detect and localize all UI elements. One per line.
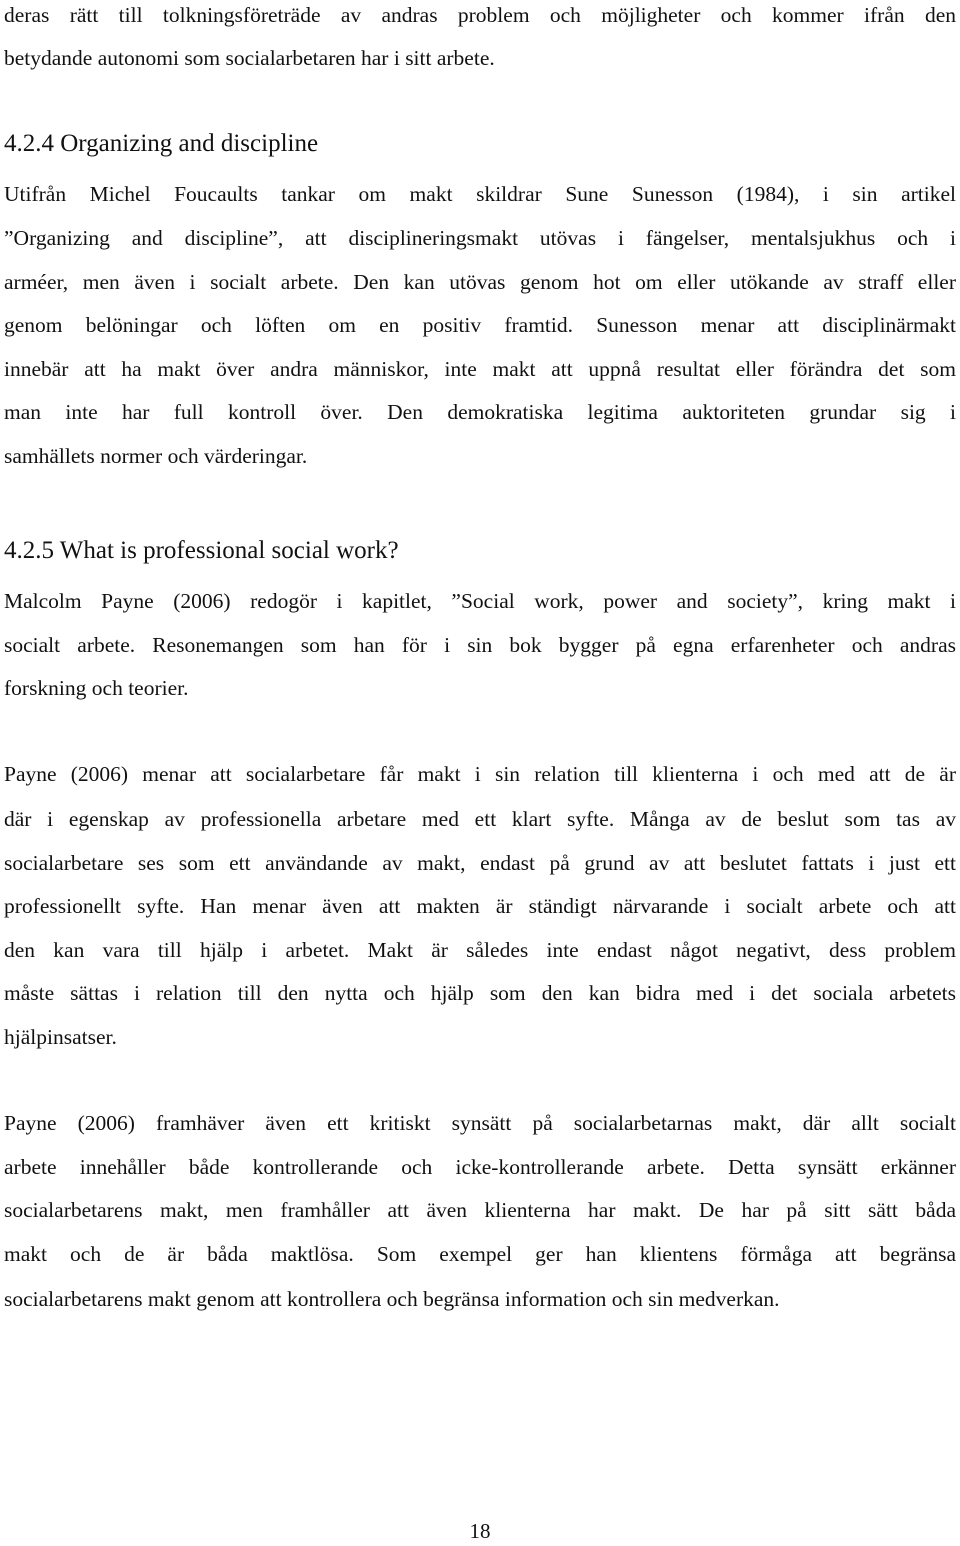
body-text-line: socialt arbete. Resonemangen som han för i sin bok bygger på egna erfarenheter och andras xyxy=(4,633,956,657)
body-text-line: Payne (2006) framhäver även ett kritiskt synsätt på socialarbetarnas makt, där allt socialt xyxy=(4,1111,956,1135)
section-heading: 4.2.5 What is professional social work? xyxy=(4,537,399,564)
body-text-line: forskning och teorier. xyxy=(4,676,189,700)
body-text-line: innebär att ha makt över andra människor, inte makt att uppnå resultat eller förändra det som xyxy=(4,357,956,381)
body-text-line: socialarbetarens makt, men framhåller att även klienterna har makt. De har på sitt sätt båda xyxy=(4,1198,956,1222)
body-text-line: professionellt syfte. Han menar även att makten är ständigt närvarande i socialt arbete och att xyxy=(4,894,956,918)
body-text-line: makt och de är båda maktlösa. Som exempel ger han klientens förmåga att begränsa xyxy=(4,1242,956,1266)
body-text-line: deras rätt till tolkningsföreträde av andras problem och möjligheter och kommer ifrån den xyxy=(4,3,956,27)
body-text-line: Utifrån Michel Foucaults tankar om makt skildrar Sune Sunesson (1984), i sin artikel xyxy=(4,182,956,206)
body-text-line: socialarbetare ses som ett användande av makt, endast på grund av att beslutet fattats i just ett xyxy=(4,851,956,875)
body-text-line: socialarbetarens makt genom att kontrollera och begränsa information och sin medverkan. xyxy=(4,1287,780,1311)
body-text-line: arméer, men även i socialt arbete. Den kan utövas genom hot om eller utökande av straff eller xyxy=(4,270,956,294)
document-page xyxy=(4,0,956,1541)
section-heading: 4.2.4 Organizing and discipline xyxy=(4,130,319,157)
body-text-line: Payne (2006) menar att socialarbetare får makt i sin relation till klienterna i och med att de är xyxy=(4,762,956,786)
page-number: 18 xyxy=(469,1519,491,1543)
body-text-line: måste sättas i relation till den nytta och hjälp som den kan bidra med i det sociala arbetets xyxy=(4,981,956,1005)
body-text-line: betydande autonomi som socialarbetaren har i sitt arbete. xyxy=(4,46,495,70)
body-text-line: den kan vara till hjälp i arbetet. Makt är således inte endast något negativt, dess problem xyxy=(4,938,956,962)
body-text-line: samhällets normer och värderingar. xyxy=(4,444,308,468)
body-text-line: där i egenskap av professionella arbetare med ett klart syfte. Många av de beslut som tas av xyxy=(4,807,956,831)
body-text-line: hjälpinsatser. xyxy=(4,1025,117,1049)
body-text-line: Malcolm Payne (2006) redogör i kapitlet, ”Social work, power and society”, kring makt i xyxy=(4,589,956,613)
body-text-line: ”Organizing and discipline”, att disciplineringsmakt utövas i fängelser, mentalsjukhus och i xyxy=(4,226,956,250)
body-text-line: man inte har full kontroll över. Den demokratiska legitima auktoriteten grundar sig i xyxy=(4,400,956,424)
body-text-line: arbete innehåller både kontrollerande och icke-kontrollerande arbete. Detta synsätt erkänner xyxy=(4,1155,956,1179)
body-text-line: genom belöningar och löften om en positiv framtid. Sunesson menar att disciplinärmakt xyxy=(4,313,956,337)
